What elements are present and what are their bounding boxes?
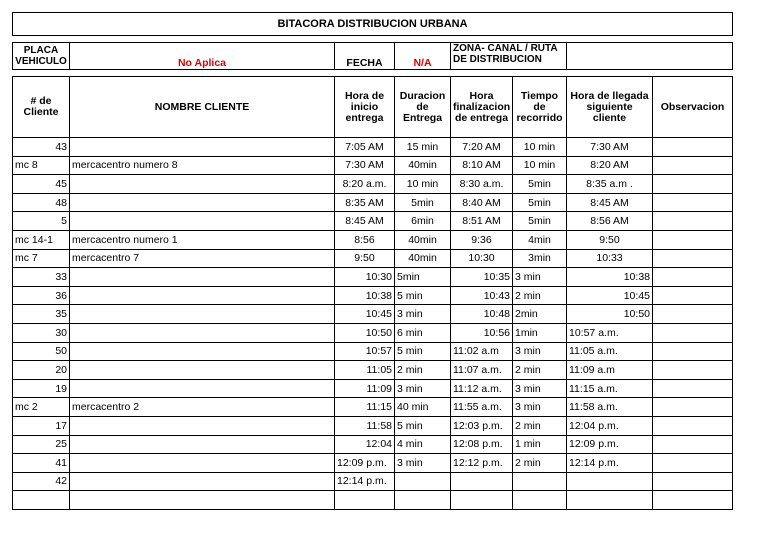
cell-numero-cliente[interactable] [13,491,70,510]
cell-duracion[interactable]: 5min [395,268,451,287]
fecha-label: FECHA [335,43,395,70]
cell-duracion[interactable]: 3 min [395,454,451,473]
cell-observacion[interactable] [653,361,733,380]
spacer [13,36,733,43]
cell-nombre-cliente[interactable] [70,454,335,473]
cell-duracion[interactable]: 15 min [395,138,451,157]
cell-tiempo-recorrido[interactable]: 3 min [513,268,567,287]
spacer [13,70,733,77]
cell-nombre-cliente[interactable] [70,472,335,491]
table-row [13,156,733,175]
cell-numero-cliente[interactable]: 41 [13,454,70,473]
cell-numero-cliente[interactable]: 48 [13,193,70,212]
cell-tiempo-recorrido[interactable]: 2min [513,305,567,324]
col-duracion: Duracion de Entrega [395,77,451,138]
cell-tiempo-recorrido[interactable] [513,491,567,510]
cell-numero-cliente[interactable]: mc 7 [13,249,70,268]
cell-numero-cliente[interactable]: mc 8 [13,156,70,175]
cell-nombre-cliente[interactable] [70,286,335,305]
table-row [13,398,733,417]
cell-hora-fin[interactable]: 8:10 AM [451,156,513,175]
cell-nombre-cliente[interactable]: mercacentro numero 8 [70,156,335,175]
cell-observacion[interactable] [653,230,733,249]
cell-hora-llegada[interactable]: 8:20 AM [567,156,653,175]
cell-tiempo-recorrido[interactable]: 10 min [513,138,567,157]
cell-hora-inicio[interactable]: 8:35 AM [335,193,395,212]
col-hora-fin: Hora finalizacion de entrega [451,77,513,138]
cell-observacion[interactable] [653,249,733,268]
col-nombre-cliente: NOMBRE CLIENTE [70,77,335,138]
table-row [13,138,733,157]
cell-hora-llegada[interactable]: 10:57 a.m. [567,323,653,342]
cell-duracion[interactable]: 4 min [395,435,451,454]
cell-hora-inicio[interactable] [335,491,395,510]
cell-hora-llegada[interactable]: 8:45 AM [567,193,653,212]
cell-hora-fin[interactable]: 10:30 [451,249,513,268]
cell-nombre-cliente[interactable] [70,491,335,510]
cell-tiempo-recorrido[interactable]: 3 min [513,379,567,398]
cell-tiempo-recorrido[interactable] [513,472,567,491]
table-row [13,286,733,305]
cell-hora-inicio[interactable]: 10:57 [335,342,395,361]
cell-tiempo-recorrido[interactable]: 5min [513,175,567,194]
cell-hora-llegada[interactable]: 10:38 [567,268,653,287]
cell-hora-llegada[interactable]: 11:58 a.m. [567,398,653,417]
cell-numero-cliente[interactable]: 43 [13,138,70,157]
cell-hora-fin[interactable]: 11:12 a.m. [451,379,513,398]
cell-duracion[interactable]: 6 min [395,323,451,342]
col-observacion: Observacion [653,77,733,138]
cell-hora-fin[interactable]: 10:48 [451,305,513,324]
cell-hora-llegada[interactable]: 10:45 [567,286,653,305]
cell-duracion[interactable]: 40min [395,230,451,249]
cell-numero-cliente[interactable]: 25 [13,435,70,454]
cell-hora-fin[interactable]: 8:40 AM [451,193,513,212]
cell-observacion[interactable] [653,491,733,510]
table-row [13,379,733,398]
cell-duracion[interactable]: 5 min [395,286,451,305]
cell-hora-inicio[interactable]: 7:05 AM [335,138,395,157]
cell-numero-cliente[interactable]: 5 [13,212,70,231]
bitacora-table [12,12,733,510]
cell-hora-fin[interactable]: 10:56 [451,323,513,342]
cell-numero-cliente[interactable]: 35 [13,305,70,324]
cell-tiempo-recorrido[interactable]: 5min [513,193,567,212]
cell-numero-cliente[interactable]: 42 [13,472,70,491]
cell-observacion[interactable] [653,156,733,175]
cell-duracion[interactable]: 5 min [395,416,451,435]
table-row [13,472,733,491]
cell-hora-llegada[interactable]: 10:33 [567,249,653,268]
cell-hora-llegada[interactable]: 12:09 p.m. [567,435,653,454]
cell-numero-cliente[interactable]: 19 [13,379,70,398]
cell-tiempo-recorrido[interactable]: 3 min [513,398,567,417]
table-row [13,454,733,473]
cell-numero-cliente[interactable]: 33 [13,268,70,287]
cell-hora-inicio[interactable]: 7:30 AM [335,156,395,175]
cell-tiempo-recorrido[interactable]: 2 min [513,416,567,435]
cell-observacion[interactable] [653,342,733,361]
cell-hora-inicio[interactable]: 10:45 [335,305,395,324]
cell-duracion[interactable]: 5min [395,193,451,212]
cell-observacion[interactable] [653,379,733,398]
cell-observacion[interactable] [653,138,733,157]
table-row [13,342,733,361]
cell-observacion[interactable] [653,286,733,305]
zona-label: ZONA- CANAL / RUTA DE DISTRIBUCION [451,43,567,70]
cell-hora-fin[interactable] [451,491,513,510]
cell-observacion[interactable] [653,454,733,473]
cell-hora-inicio[interactable]: 10:30 [335,268,395,287]
cell-numero-cliente[interactable]: mc 2 [13,398,70,417]
table-row [13,212,733,231]
cell-hora-fin[interactable] [451,472,513,491]
cell-observacion[interactable] [653,193,733,212]
cell-duracion[interactable]: 6min [395,212,451,231]
table-row [13,416,733,435]
cell-hora-llegada[interactable]: 8:35 a.m . [567,175,653,194]
cell-nombre-cliente[interactable]: mercacentro 2 [70,398,335,417]
cell-duracion[interactable]: 10 min [395,175,451,194]
table-row [13,193,733,212]
cell-nombre-cliente[interactable]: mercacentro numero 1 [70,230,335,249]
cell-numero-cliente[interactable]: mc 14-1 [13,230,70,249]
table-row [13,435,733,454]
cell-hora-inicio[interactable]: 12:04 [335,435,395,454]
cell-nombre-cliente[interactable]: mercacentro 7 [70,249,335,268]
cell-hora-inicio[interactable]: 11:05 [335,361,395,380]
cell-nombre-cliente[interactable] [70,212,335,231]
cell-duracion[interactable] [395,491,451,510]
cell-hora-llegada[interactable]: 11:15 a.m. [567,379,653,398]
cell-hora-inicio[interactable]: 10:38 [335,286,395,305]
cell-hora-fin[interactable]: 11:07 a.m. [451,361,513,380]
cell-hora-llegada[interactable]: 7:30 AM [567,138,653,157]
cell-hora-inicio[interactable]: 11:58 [335,416,395,435]
cell-hora-fin[interactable]: 12:08 p.m. [451,435,513,454]
cell-hora-llegada[interactable]: 8:56 AM [567,212,653,231]
table-row [13,323,733,342]
cell-tiempo-recorrido[interactable]: 5min [513,212,567,231]
cell-tiempo-recorrido[interactable]: 2 min [513,454,567,473]
cell-hora-fin[interactable]: 11:55 a.m. [451,398,513,417]
table-row [13,305,733,324]
cell-hora-fin[interactable]: 7:20 AM [451,138,513,157]
cell-observacion[interactable] [653,435,733,454]
cell-nombre-cliente[interactable] [70,175,335,194]
cell-hora-fin[interactable]: 12:12 p.m. [451,454,513,473]
cell-tiempo-recorrido[interactable]: 3 min [513,342,567,361]
cell-hora-fin[interactable]: 11:02 a.m [451,342,513,361]
col-numero-cliente: # de Cliente [13,77,70,138]
zona-value[interactable] [567,43,733,70]
cell-hora-llegada[interactable]: 11:05 a.m. [567,342,653,361]
cell-observacion[interactable] [653,472,733,491]
cell-hora-inicio[interactable]: 11:15 [335,398,395,417]
cell-observacion[interactable] [653,398,733,417]
cell-hora-inicio[interactable]: 12:09 p.m. [335,454,395,473]
cell-duracion[interactable]: 5 min [395,342,451,361]
cell-nombre-cliente[interactable] [70,268,335,287]
cell-hora-inicio[interactable]: 12:14 p.m. [335,472,395,491]
fecha-value[interactable]: N/A [395,43,451,70]
cell-nombre-cliente[interactable] [70,138,335,157]
table-row [13,175,733,194]
cell-observacion[interactable] [653,416,733,435]
cell-numero-cliente[interactable]: 36 [13,286,70,305]
sheet-title: BITACORA DISTRIBUCION URBANA [13,13,733,36]
cell-hora-llegada[interactable]: 10:50 [567,305,653,324]
cell-hora-fin[interactable]: 8:30 a.m. [451,175,513,194]
cell-duracion[interactable]: 2 min [395,361,451,380]
cell-hora-inicio[interactable]: 8:56 [335,230,395,249]
cell-duracion[interactable]: 3 min [395,305,451,324]
cell-tiempo-recorrido[interactable]: 2 min [513,286,567,305]
cell-hora-llegada[interactable]: 12:14 p.m. [567,454,653,473]
cell-nombre-cliente[interactable] [70,379,335,398]
cell-nombre-cliente[interactable] [70,435,335,454]
cell-hora-fin[interactable]: 10:35 [451,268,513,287]
cell-hora-inicio[interactable]: 8:20 a.m. [335,175,395,194]
cell-nombre-cliente[interactable] [70,361,335,380]
cell-duracion[interactable]: 40 min [395,398,451,417]
table-row [13,230,733,249]
bitacora-sheet [12,12,732,510]
cell-duracion[interactable] [395,472,451,491]
cell-tiempo-recorrido[interactable]: 4min [513,230,567,249]
cell-hora-fin[interactable]: 12:03 p.m. [451,416,513,435]
cell-tiempo-recorrido[interactable]: 2 min [513,361,567,380]
cell-numero-cliente[interactable]: 17 [13,416,70,435]
cell-numero-cliente[interactable]: 50 [13,342,70,361]
cell-observacion[interactable] [653,175,733,194]
col-tiempo-recorrido: Tiempo de recorrido [513,77,567,138]
cell-hora-llegada[interactable]: 9:50 [567,230,653,249]
col-hora-llegada: Hora de llegada siguiente cliente [567,77,653,138]
col-hora-inicio: Hora de inicio entrega [335,77,395,138]
table-row [13,268,733,287]
placa-value[interactable]: No Aplica [70,43,335,70]
cell-hora-fin[interactable]: 10:43 [451,286,513,305]
cell-tiempo-recorrido[interactable]: 3min [513,249,567,268]
cell-hora-fin[interactable]: 9:36 [451,230,513,249]
placa-label: PLACA VEHICULO [13,43,70,70]
cell-duracion[interactable]: 3 min [395,379,451,398]
cell-hora-fin[interactable]: 8:51 AM [451,212,513,231]
cell-nombre-cliente[interactable] [70,305,335,324]
cell-hora-llegada[interactable]: 12:04 p.m. [567,416,653,435]
cell-hora-llegada[interactable]: 11:09 a.m [567,361,653,380]
cell-observacion[interactable] [653,212,733,231]
cell-hora-inicio[interactable]: 10:50 [335,323,395,342]
table-row [13,249,733,268]
cell-nombre-cliente[interactable] [70,342,335,361]
cell-tiempo-recorrido[interactable]: 1min [513,323,567,342]
cell-duracion[interactable]: 40min [395,156,451,175]
cell-hora-inicio[interactable]: 9:50 [335,249,395,268]
cell-tiempo-recorrido[interactable]: 1 min [513,435,567,454]
cell-numero-cliente[interactable]: 45 [13,175,70,194]
cell-hora-llegada[interactable] [567,472,653,491]
cell-observacion[interactable] [653,268,733,287]
cell-numero-cliente[interactable]: 20 [13,361,70,380]
cell-observacion[interactable] [653,323,733,342]
cell-nombre-cliente[interactable] [70,323,335,342]
cell-hora-inicio[interactable]: 8:45 AM [335,212,395,231]
cell-nombre-cliente[interactable] [70,193,335,212]
cell-numero-cliente[interactable]: 30 [13,323,70,342]
cell-hora-llegada[interactable] [567,491,653,510]
cell-duracion[interactable]: 40min [395,249,451,268]
cell-nombre-cliente[interactable] [70,416,335,435]
cell-observacion[interactable] [653,305,733,324]
cell-hora-inicio[interactable]: 11:09 [335,379,395,398]
table-row [13,491,733,510]
table-row [13,361,733,380]
cell-tiempo-recorrido[interactable]: 10 min [513,156,567,175]
